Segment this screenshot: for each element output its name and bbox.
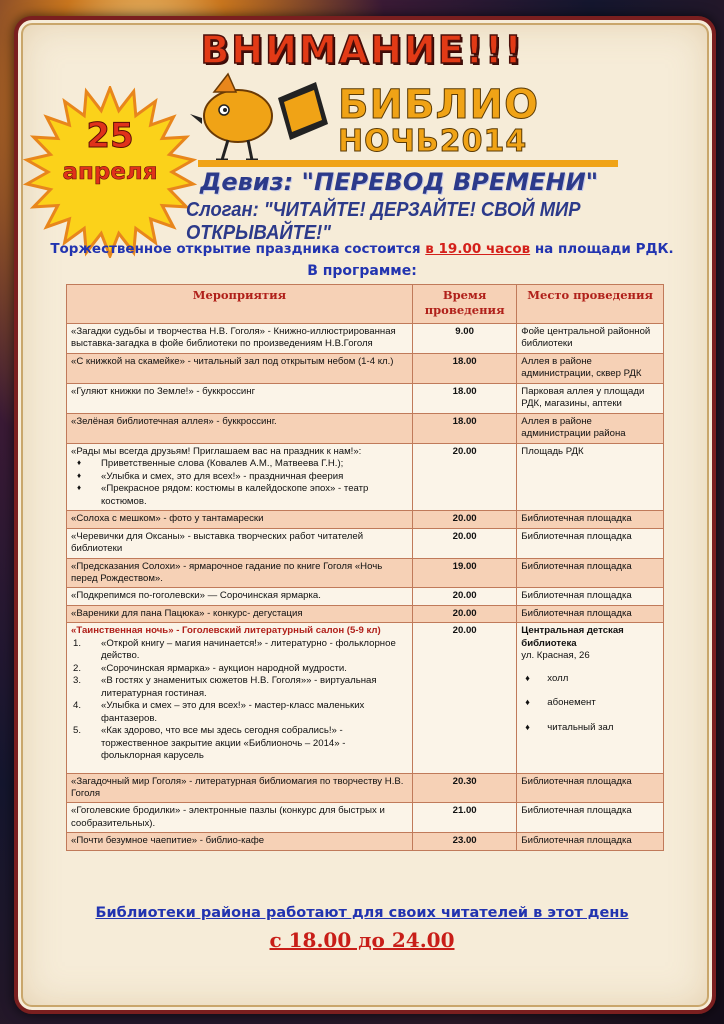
event-cell: «Зелёная библиотечная аллея» - буккроссинг. bbox=[67, 413, 413, 443]
time-cell: 18.00 bbox=[412, 353, 516, 383]
table-row bbox=[67, 413, 664, 443]
place-cell: Библиотечная площадка bbox=[517, 558, 664, 588]
header-events: Мероприятия bbox=[67, 285, 413, 324]
salon-address: ул. Красная, 26 bbox=[521, 650, 590, 662]
time-cell: 20.00 bbox=[412, 443, 516, 510]
time-cell: 20.00 bbox=[412, 605, 516, 622]
list-item: ♦ читальный зал bbox=[521, 722, 659, 734]
event-cell bbox=[67, 443, 413, 510]
event-cell: «Гоголевские бродилки» - электронные пазлы (конкурс для быстрых и сообразительных). bbox=[67, 803, 413, 833]
headline: ВНИМАНИЕ!!! bbox=[200, 28, 524, 72]
table-row bbox=[67, 803, 664, 833]
event-logo bbox=[188, 68, 628, 172]
header-time: Время проведения bbox=[412, 285, 516, 324]
date-day: 25 bbox=[86, 116, 134, 156]
friends-subitems bbox=[71, 458, 408, 508]
hours-note: Библиотеки района работают для своих читателей в этот день bbox=[95, 905, 629, 921]
place-cell: Площадь РДК bbox=[517, 443, 664, 510]
intro-place: на площади РДК. bbox=[530, 241, 674, 257]
schedule-table bbox=[66, 284, 664, 851]
bird-reading-book-icon bbox=[188, 68, 338, 164]
event-cell: «Солоха с мешком» - фото у тантамарески bbox=[67, 511, 413, 528]
intro-text: Торжественное открытие праздника состоится bbox=[50, 241, 426, 257]
table-row bbox=[67, 773, 664, 803]
date-month: апреля bbox=[62, 159, 158, 185]
opening-time: в 19.00 часов bbox=[425, 241, 531, 257]
place-cell bbox=[517, 623, 664, 773]
place-cell: Библиотечная площадка bbox=[517, 511, 664, 528]
time-cell: 20.00 bbox=[412, 588, 516, 605]
time-cell: 23.00 bbox=[412, 833, 516, 850]
time-cell: 20.00 bbox=[412, 623, 516, 773]
salon-venue: Центральная детская библиотека bbox=[521, 625, 624, 649]
event-cell: «Загадочный мир Гоголя» - литературная библиомагия по творчеству Н.В. Гоголя bbox=[67, 773, 413, 803]
place-cell: Библиотечная площадка bbox=[517, 833, 664, 850]
event-cell: «Загадки судьбы и творчества Н.В. Гоголя» - Книжно-иллюстрированная выставка-загадка в фойе библиотеки по произведениям Н.В.Гоголя bbox=[67, 324, 413, 354]
list-item: 3. «В гостях у знаменитых сюжетов Н.В. Гоголя»» - виртуальная литературная гостиная. bbox=[73, 675, 377, 699]
table-row bbox=[67, 324, 664, 354]
list-item: 2. «Сорочинская ярмарка» - аукцион народной мудрости. bbox=[73, 662, 347, 674]
table-row bbox=[67, 605, 664, 622]
event-cell: «Вареники для пана Пацюка» - конкурс- дегустация bbox=[67, 605, 413, 622]
place-cell: Аллея в районе администрации, сквер РДК bbox=[517, 353, 664, 383]
event-cell: «Гуляют книжки по Земле!» - буккроссинг bbox=[67, 383, 413, 413]
salon-title: «Таинственная ночь» - Гоголевский литературный салон (5-9 кл) bbox=[71, 625, 381, 637]
place-cell: Библиотечная площадка bbox=[517, 605, 664, 622]
program-label: В программе: bbox=[307, 263, 417, 279]
time-cell: 19.00 bbox=[412, 558, 516, 588]
list-item: ♦ холл bbox=[521, 673, 659, 685]
list-item: 5. «Как здорово, что все мы здесь сегодня собрались!» - торжественное закрытие акции «Библионочь – 2014» - фольклорная карусель bbox=[73, 725, 346, 762]
logo-underline bbox=[198, 160, 618, 167]
time-cell: 20.30 bbox=[412, 773, 516, 803]
place-cell: Библиотечная площадка bbox=[517, 803, 664, 833]
friends-event-title: «Рады мы всегда друзьям! Приглашаем вас на праздник к нам!»: bbox=[71, 445, 362, 457]
list-item: 1. «Открой книгу – магия начинается!» - литературно - фольклорное действо. bbox=[73, 637, 396, 662]
time-cell: 20.00 bbox=[412, 511, 516, 528]
header-place: Место проведения bbox=[517, 285, 664, 324]
time-cell: 21.00 bbox=[412, 803, 516, 833]
list-item: ♦ «Прекрасное рядом: костюмы в калейдоскопе эпох» - театр костюмов. bbox=[71, 483, 408, 508]
logo-line-2: НОЧЬ2014 bbox=[338, 124, 528, 159]
place-cell: Парковая аллея у площади РДК, магазины, аптеки bbox=[517, 383, 664, 413]
list-item: ♦ Приветственные слова (Ковалев А.М., Матвеева Г.Н.); bbox=[71, 458, 408, 470]
time-cell: 9.00 bbox=[412, 324, 516, 354]
table-row bbox=[67, 528, 664, 558]
table-row bbox=[67, 443, 664, 510]
place-cell: Фойе центральной районной библиотеки bbox=[517, 324, 664, 354]
motto: Девиз: "ПЕРЕВОД ВРЕМЕНИ" bbox=[200, 168, 599, 196]
salon-program bbox=[71, 638, 408, 763]
table-row bbox=[67, 588, 664, 605]
list-item: ♦ абонемент bbox=[521, 697, 659, 709]
event-cell: «Почти безумное чаепитие» - библио-кафе bbox=[67, 833, 413, 850]
table-row bbox=[67, 353, 664, 383]
hours-range: с 18.00 до 24.00 bbox=[269, 928, 455, 952]
event-cell: «Подкрепимся по-гоголевски» — Сорочинская ярмарка. bbox=[67, 588, 413, 605]
list-item: ♦ «Улыбка и смех, это для всех!» - праздничная феерия bbox=[71, 471, 408, 483]
place-cell: Аллея в районе администрации района bbox=[517, 413, 664, 443]
event-cell bbox=[67, 623, 413, 773]
table-row bbox=[67, 833, 664, 850]
table-row bbox=[67, 623, 664, 773]
table-row bbox=[67, 511, 664, 528]
list-item: 4. «Улыбка и смех – это для всех!» - мастер-класс маленьких фантазеров. bbox=[73, 700, 365, 724]
slogan: Слоган: "ЧИТАЙТЕ! ДЕРЗАЙТЕ! СВОЙ МИР ОТКРЫВАЙТЕ!" bbox=[186, 199, 581, 244]
place-cell: Библиотечная площадка bbox=[517, 773, 664, 803]
place-cell: Библиотечная площадка bbox=[517, 588, 664, 605]
table-row bbox=[67, 558, 664, 588]
table-header-row bbox=[67, 285, 664, 324]
event-cell: «Предсказания Солохи» - ярмарочное гадание по книге Гоголя «Ночь перед Рождеством». bbox=[67, 558, 413, 588]
time-cell: 20.00 bbox=[412, 528, 516, 558]
event-cell: «Черевички для Оксаны» - выставка творческих работ читателей библиотеки bbox=[67, 528, 413, 558]
opening-announcement bbox=[0, 241, 724, 257]
event-cell: «С книжкой на скамейке» - читальный зал под открытым небом (1-4 кл.) bbox=[67, 353, 413, 383]
time-cell: 18.00 bbox=[412, 383, 516, 413]
place-cell: Библиотечная площадка bbox=[517, 528, 664, 558]
salon-halls bbox=[521, 673, 659, 734]
date-starburst bbox=[22, 86, 198, 258]
time-cell: 18.00 bbox=[412, 413, 516, 443]
table-row bbox=[67, 383, 664, 413]
logo-line-1: БИБЛИО bbox=[338, 82, 540, 128]
